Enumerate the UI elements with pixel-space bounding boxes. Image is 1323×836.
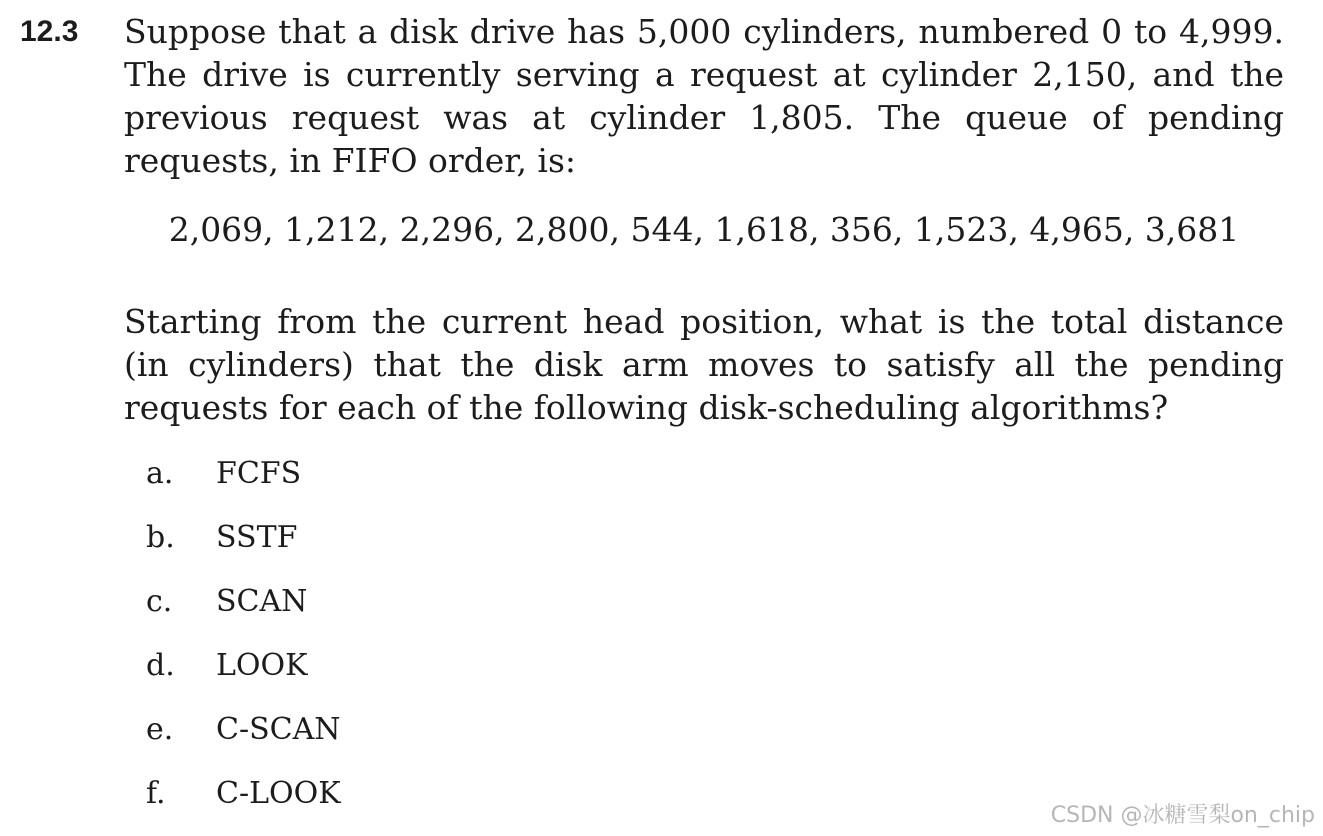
option-text: FCFS [216, 456, 302, 491]
problem-number: 12.3 [20, 15, 79, 48]
request-queue: 2,069, 1,212, 2,296, 2,800, 544, 1,618, 356, 1,523, 4,965, 3,681 [168, 210, 1240, 249]
option-text: LOOK [216, 648, 308, 683]
problem-intro: Suppose that a disk drive has 5,000 cylinders, numbered 0 to 4,999. The drive is currently serving a request at cylinder 2,150, and the previous request was at cylinder 1,805. The queue of pending requests, in FIFO order, is: [124, 12, 1284, 180]
option-letter: c. [146, 584, 173, 619]
option-text: C-SCAN [216, 712, 341, 747]
option-letter: e. [146, 712, 174, 747]
option-letter: a. [146, 456, 174, 491]
option-letter: d. [146, 648, 175, 683]
option-text: C-LOOK [216, 776, 341, 811]
option-text: SSTF [216, 520, 298, 555]
problem-question: Starting from the current head position, what is the total distance (in cylinders) that the disk arm moves to satisfy all the pending requests for each of the following disk-scheduling algorithms? [124, 302, 1284, 427]
watermark: CSDN @冰糖雪梨on_chip [1050, 803, 1315, 828]
option-text: SCAN [216, 584, 308, 619]
option-letter: f. [146, 776, 166, 811]
option-letter: b. [146, 520, 175, 555]
